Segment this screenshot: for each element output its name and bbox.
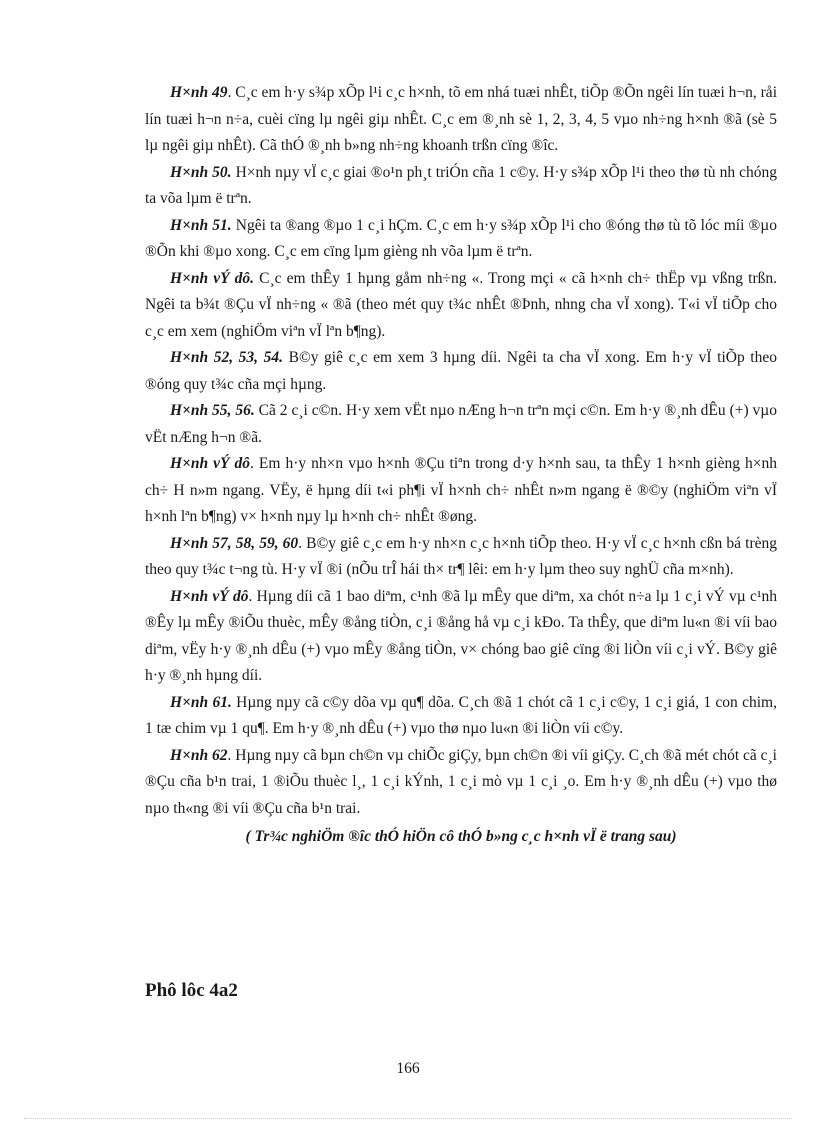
paragraph-text: . B©y giê c¸c em h·y nh×n c¸c h×nh tiÕp theo. H·y vÏ c¸c h×nh cßn bá trèng theo quy t¾c t¬ng tù. H·y vÏ ®i (nÕu trÎ hái th× tr¶ lêi: em h·y lµm theo suy nghÜ cña m×nh). <box>145 534 777 578</box>
page-border-line <box>24 1118 792 1119</box>
paragraph-text: . Hµng díi cã 1 bao diªm, c¹nh ®ã lµ mÊy que diªm, xa chót n÷a lµ 1 c¸i vÝ vµ c¹nh ®Êy lµ mÊy ®iÕu thuèc, mÊy ®ång tiÒn, c¸i ®ång hå vµ c¸i kÐo. Ta thÊy, que diªm lu«n ®i víi bao diªm, vËy h·y ®¸nh dÊu (+) vµo mÊy ®ång tiÒn, v× chóng bao giê cïng ®i liÒn víi c¸i vÝ. B©y giê h·y ®¸nh hµng díi. <box>145 587 777 684</box>
paragraph-text: Cã 2 c¸i c©n. H·y xem vËt nµo nÆng h¬n trªn mçi c©n. Em h·y ®¸nh dÊu (+) vµo vËt nÆng h¬n ®ã. <box>145 402 777 446</box>
paragraph-text: B©y giê c¸c em xem 3 hµng díi. Ngêi ta cha vÏ xong. Em h·y vÏ tiÕp theo ®óng quy t¾c cña mçi hµng. <box>145 349 777 393</box>
appendix-heading: Phô lôc 4a2 <box>145 980 238 1001</box>
paragraph-text: . C¸c em h·y s¾p xÕp l¹i c¸c h×nh, tõ em nhá tuæi nhÊt, tiÕp ®Õn ngêi lín tuæi h¬n, råi lín tuæi h¬n n÷a, cuèi cïng lµ ngêi giµ nhÊt. C¸c em ®¸nh sè 1, 2, 3, 4, 5 vµo nh÷ng h×nh ®ã (sè 5 lµ ngêi giµ nhÊt). Cã thÓ ®¸nh b»ng nh÷ng khoanh trßn cïng ®îc. <box>145 84 777 154</box>
figure-label: H×nh 55, 56. <box>170 402 255 419</box>
page-number: 166 <box>396 1060 420 1077</box>
figure-label: H×nh 52, 53, 54. <box>170 349 284 366</box>
paragraph-text: . Em h·y nh×n vµo h×nh ®Çu tiªn trong d·y h×nh sau, ta thÊy 1 h×nh gièng h×nh ch÷ H n»m ngang. VËy, ë hµng díi t«i ph¶i vÏ h×nh ch÷ nhÊt n»m ngang ë ®©y (nghiÖm viªn vÏ h×nh lªn b¶ng) v× h×nh nµy lµ h×nh ch÷ nhÊt ®øng. <box>145 455 777 525</box>
body-text <box>145 80 777 851</box>
paragraph <box>145 80 777 160</box>
figure-label: H×nh 62 <box>170 746 228 764</box>
test-note: ( Tr¾c nghiÖm ®îc thÓ hiÖn cô thÓ b»ng c¸c h×nh vÏ ë trang sau) <box>245 828 677 845</box>
paragraph-text: C¸c em thÊy 1 hµng gåm nh÷ng «. Trong mçi « cã h×nh ch÷ thËp vµ vßng trßn. Ngêi ta b¾t ®Çu vÏ nh÷ng « ®ã (theo mét quy t¾c nhÊt ®Þnh, nhng cha vÏ xong). T«i vÏ tiÕp cho c¸c em xem (nghiÖm viªn vÏ lªn b¶ng). <box>145 269 777 340</box>
paragraph <box>145 690 777 743</box>
paragraph-text: H×nh nµy vÏ c¸c giai ®o¹n ph¸t triÓn cña 1 c©y. H·y s¾p xÕp l¹i theo thø tù nh chóng ta võa lµm ë trªn. <box>145 163 777 207</box>
paragraph <box>145 743 777 823</box>
paragraph-text: Hµng nµy cã c©y dõa vµ qu¶ dõa. C¸ch ®ã 1 chót cã 1 c¸i c©y, 1 c¸i giá, 1 con chim, 1 tæ chim vµ 1 qu¶. Em h·y ®¸nh dÊu (+) vµo thø nµo lu«n ®i liÒn víi c©y. <box>145 693 777 737</box>
figure-label: H×nh vÝ dô <box>170 455 251 472</box>
paragraph <box>145 345 777 398</box>
paragraph <box>145 451 777 531</box>
paragraph <box>145 213 777 266</box>
figure-label: H×nh 61. <box>170 693 232 711</box>
figure-label: H×nh vÝ dô. <box>170 269 255 287</box>
figure-label: H×nh vÝ dô <box>170 587 249 605</box>
paragraph <box>145 531 777 584</box>
figure-label: H×nh 57, 58, 59, 60 <box>170 534 299 552</box>
paragraph <box>145 398 777 451</box>
paragraph <box>145 266 777 346</box>
paragraph-text: . Hµng nµy cã bµn ch©n vµ chiÕc giÇy, bµn ch©n ®i víi giÇy. C¸ch ®ã mét chót cã c¸i ®Çu cña b¹n trai, 1 ®iÕu thuèc l¸, 1 c¸i kÝnh, 1 c¸i mò vµ 1 c¸i ¸o. Em h·y ®¸nh dÊu (+) vµo thø nµo th«ng ®i víi ®Çu cña b¹n trai. <box>145 746 777 817</box>
paragraph <box>145 584 777 690</box>
figure-label: H×nh 51. <box>170 216 232 234</box>
figure-label: H×nh 49 <box>170 84 228 101</box>
paragraph-text: Ngêi ta ®ang ®µo 1 c¸i hÇm. C¸c em h·y s¾p xÕp l¹i cho ®óng thø tù tõ lóc míi ®µo ®Õn khi ®µo xong. C¸c em cïng lµm gièng nh võa lµm ë trªn. <box>145 216 777 260</box>
figure-label: H×nh 50. <box>170 163 232 181</box>
paragraph <box>145 160 777 213</box>
